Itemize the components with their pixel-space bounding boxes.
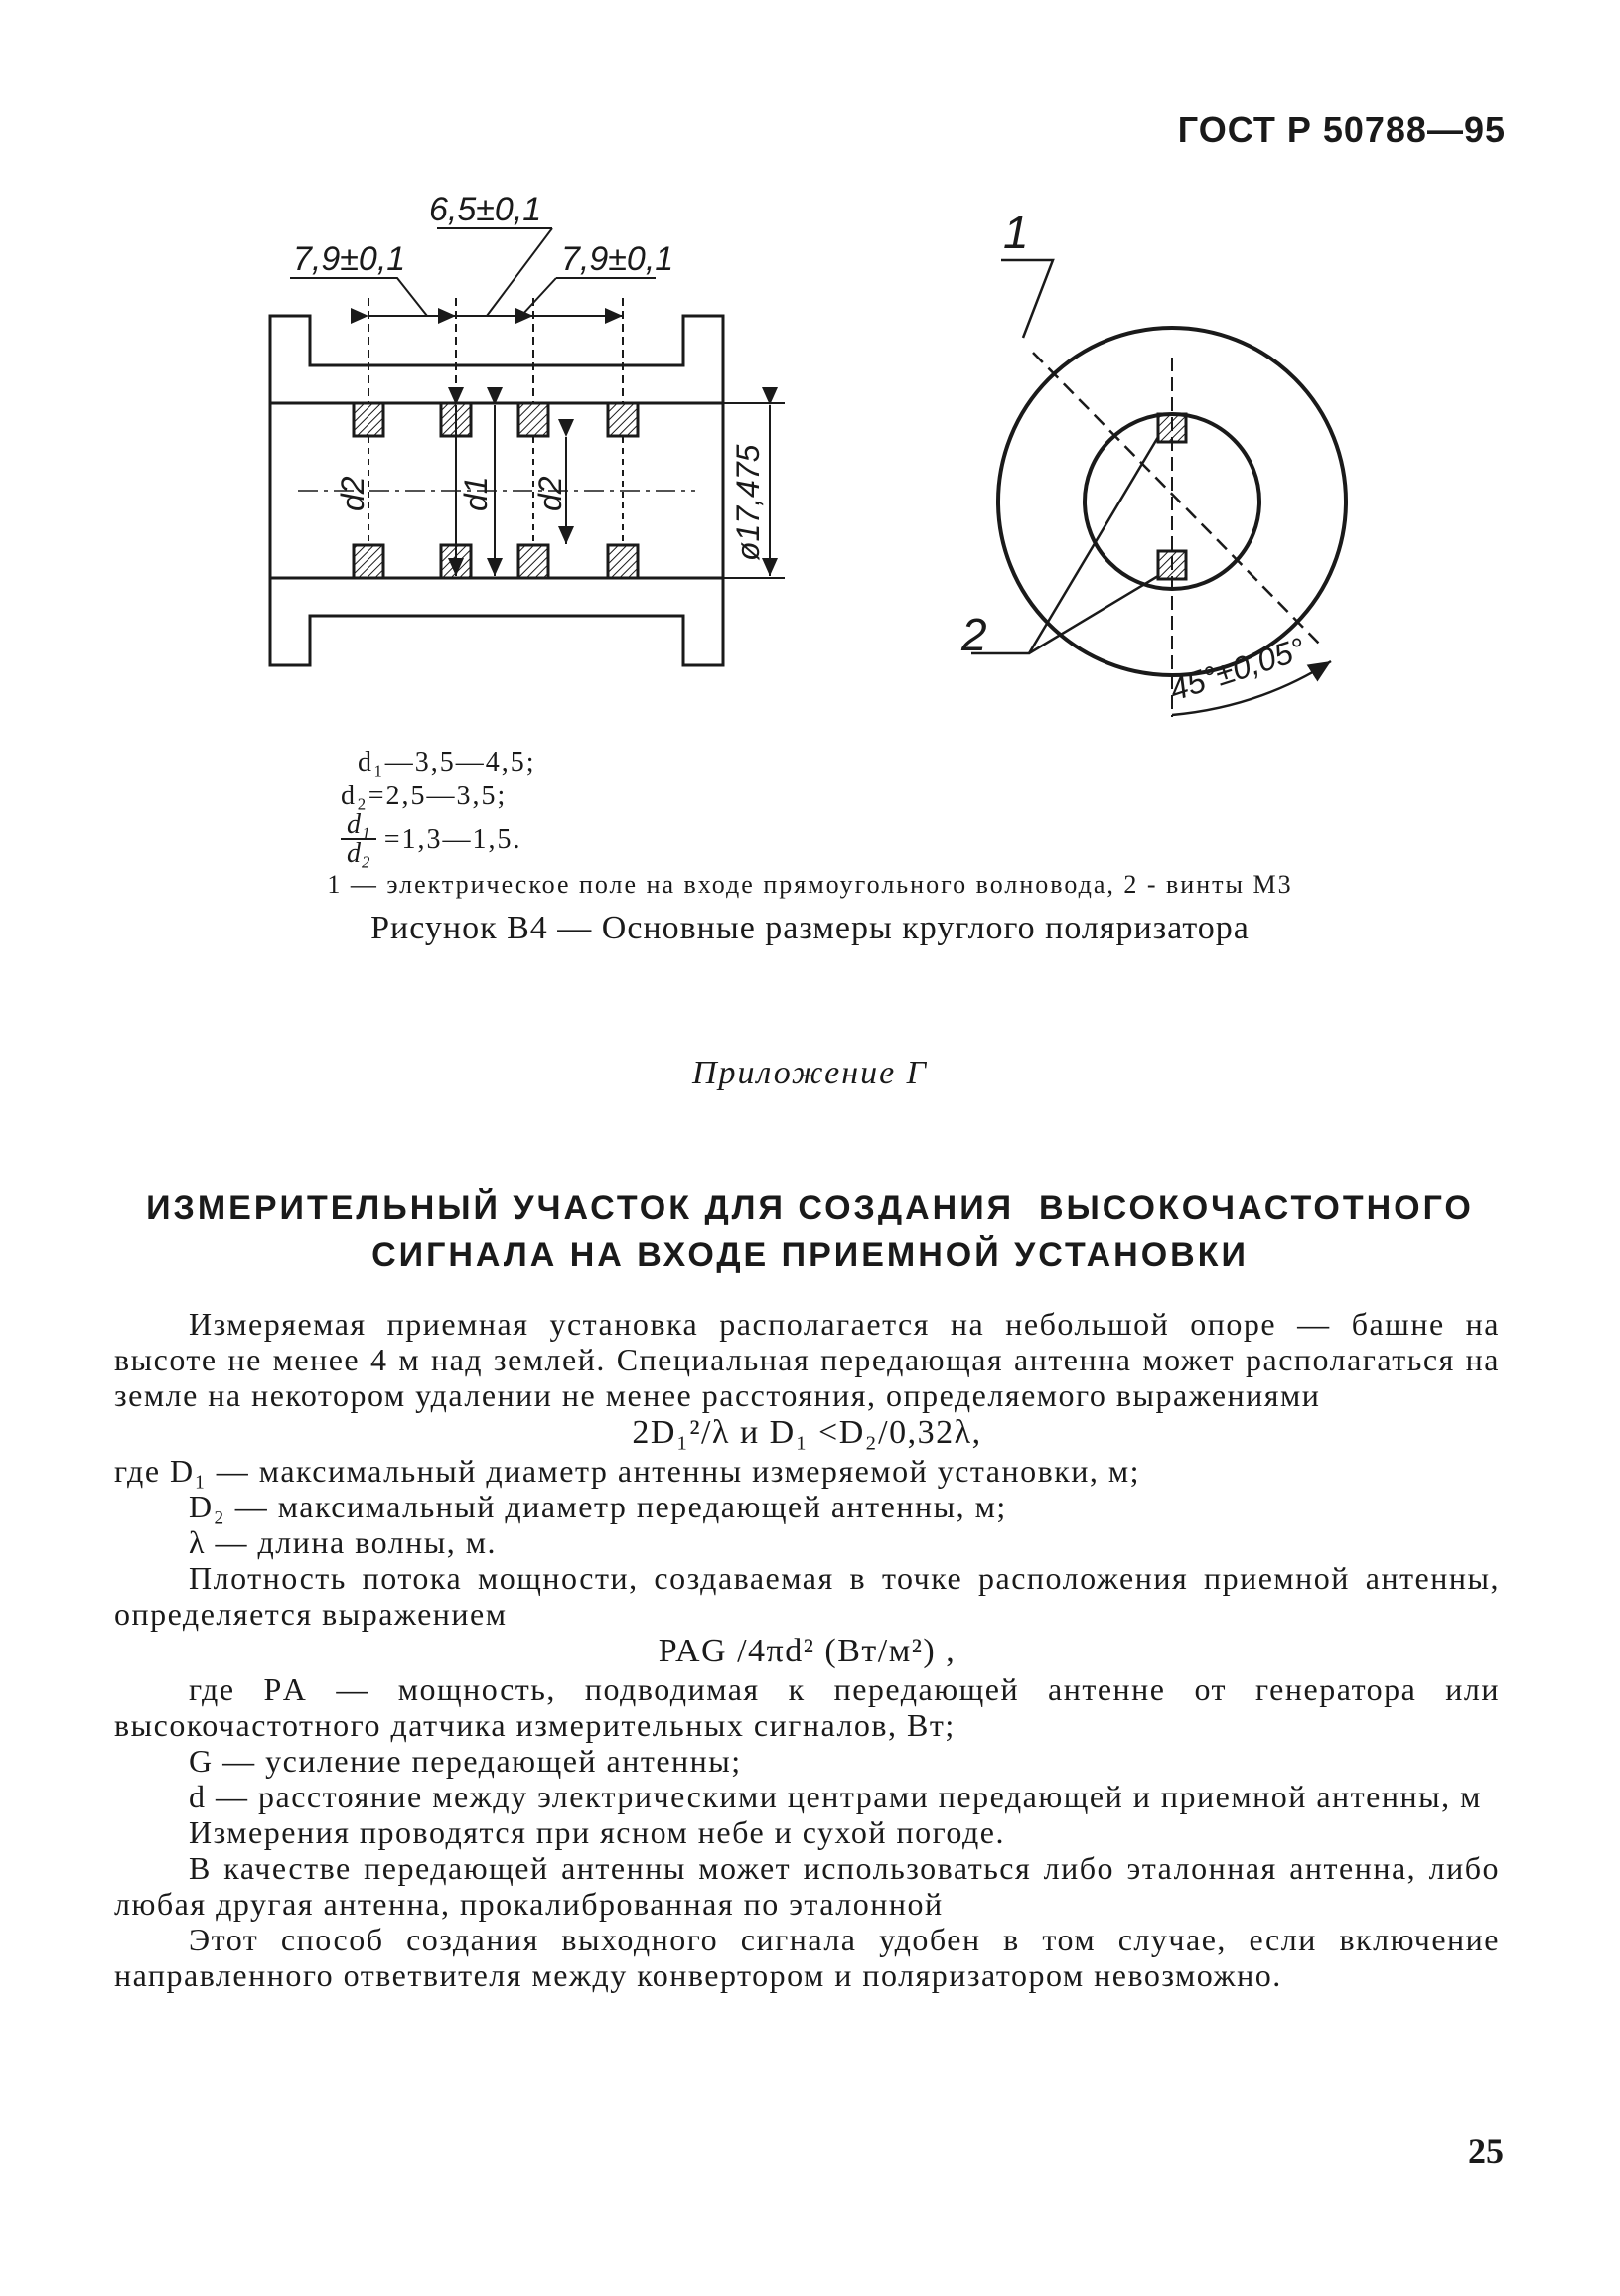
- where-g: G — усиление передающей антенны;: [189, 1743, 742, 1779]
- angle-label: 45°±0,05°: [1165, 630, 1310, 708]
- formula-1: 2D₁²/λ и D₁ <D₂/0,32λ,: [632, 1414, 982, 1451]
- paragraph-4: В качестве передающей антенны может использоваться либо эталонная антенна, либо любая другая антенна, прокалиброванная по эталонной: [114, 1850, 1500, 1922]
- dim-left-label: 7,9±0,1: [293, 240, 406, 278]
- polarizer-drawing: [0, 0, 1620, 775]
- dim-top-label: 6,5±0,1: [429, 191, 542, 228]
- page-number: 25: [1468, 2131, 1504, 2171]
- where-d: d — расстояние между электрическими центрами передающей и приемной антенны, м: [189, 1779, 1482, 1814]
- figure-caption: Рисунок В4 — Основные размеры круглого поляризатора: [370, 910, 1250, 946]
- dimension-labels: [293, 191, 766, 561]
- body-text: [114, 1306, 1500, 1993]
- standard-header: ГОСТ Р 50788—95: [1177, 109, 1506, 150]
- where-d1: где D₁ — максимальный диаметр антенны измеряемой установки, м;: [114, 1453, 1141, 1489]
- ratio-denominator: d₂: [347, 838, 370, 869]
- paragraph-2: Плотность потока мощности, создаваемая в точке расположения приемной антенны, определяется выражением: [114, 1560, 1500, 1632]
- ratio-value: =1,3—1,5.: [383, 824, 522, 855]
- label-1: 1: [1003, 207, 1029, 258]
- paragraph-3: Измерения проводятся при ясном небе и сухой погоде.: [189, 1814, 1005, 1850]
- diameter-label: ø17,475: [730, 444, 766, 561]
- figure-notes: 1 — электрическое поле на входе прямоугольного волновода, 2 - винты М3: [327, 870, 1293, 899]
- where-pa: где PА — мощность, подводимая к передающей антенне от генератора или высокочастотного датчика измерительных сигналов, Вт;: [114, 1671, 1500, 1743]
- section-title: [0, 1184, 1620, 1279]
- legend-ratio: [341, 809, 522, 869]
- label-2: 2: [961, 609, 987, 660]
- paragraph-1: Измеряемая приемная установка располагается на небольшой опоре — башне на высоте не менее 4 м над землей. Специальная передающая антенна может располагаться на земле на некотором удалении не менее расстояния, определяемого выражениями: [114, 1306, 1500, 1413]
- d2-label-left: d2: [335, 476, 370, 511]
- paragraph-5: Этот способ создания выходного сигнала удобен в том случае, если включение направленного ответвителя между конвертором и поляризатором невозможно.: [114, 1922, 1500, 1993]
- where-d2: D₂ — максимальный диаметр передающей антенны, м;: [189, 1489, 1007, 1524]
- legend-d1: d₁—3,5—4,5;: [358, 747, 536, 778]
- title-line-2: СИГНАЛА НА ВХОДЕ ПРИЕМНОЙ УСТАНОВКИ: [371, 1236, 1249, 1274]
- dim-right-label: 7,9±0,1: [561, 240, 674, 278]
- appendix-heading: Приложение Г: [691, 1055, 928, 1091]
- formula-2: PAG /4πd² (Вт/м²) ,: [658, 1633, 957, 1669]
- where-lambda: λ — длина волны, м.: [189, 1524, 498, 1560]
- d1-label: d1: [458, 476, 494, 511]
- legend-d2: d₂=2,5—3,5;: [341, 781, 508, 811]
- title-line-1: ИЗМЕРИТЕЛЬНЫЙ УЧАСТОК ДЛЯ СОЗДАНИЯ ВЫСОКОЧАСТОТНОГО: [146, 1189, 1474, 1226]
- end-view-labels: [960, 207, 1309, 708]
- ratio-fraction: [341, 809, 376, 869]
- ratio-numerator: d₁: [341, 812, 376, 840]
- d2-label-right: d2: [532, 476, 568, 511]
